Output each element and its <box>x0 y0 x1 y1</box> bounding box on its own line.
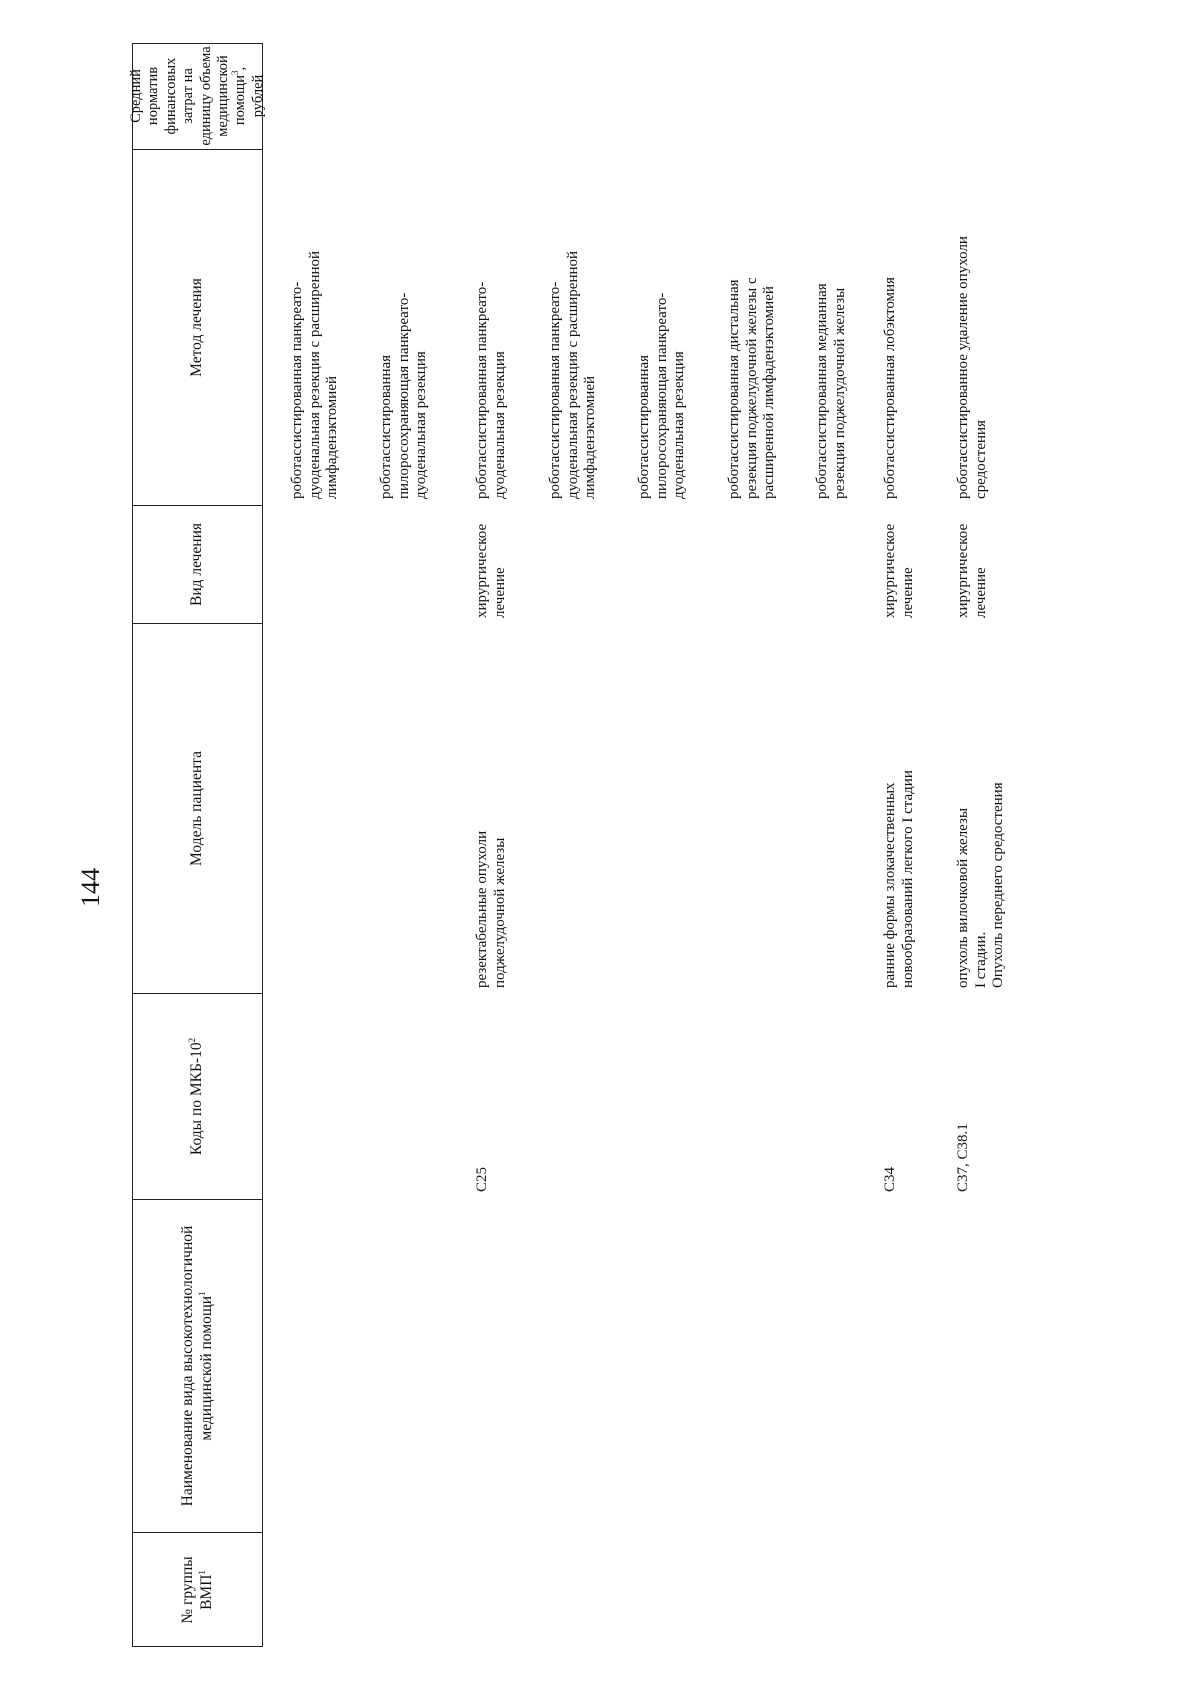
header-cost: Средний норматив финансовых затрат на единицу объема медицинской помощи$^3$, рублей <box>127 46 266 146</box>
method-cell: роботассистированная пилоросохраняющая панкреато- дуоденальная резекция <box>378 292 430 499</box>
model-cell: резектабельные опухоли поджелудочной железы <box>474 830 508 988</box>
header-treatment-type: Вид лечения <box>132 505 263 623</box>
method-cell: роботассистированное удаление опухоли средостения <box>955 236 989 499</box>
code-cell: C34 <box>882 1166 898 1192</box>
header-group-no: № группы ВМП$^1$ <box>132 1532 263 1647</box>
header-model: Модель пациента <box>132 623 263 993</box>
type-cell: хирургическое лечение <box>474 523 508 618</box>
code-cell: C37, C38.1 <box>955 1123 971 1192</box>
method-cell: роботассистированная лобэктомия <box>882 277 898 499</box>
type-cell: хирургическое лечение <box>882 523 916 618</box>
header-name: Наименование вида высокотехнологичной медицинской помощи$^1$ <box>132 1199 263 1532</box>
method-cell: роботассистированная панкреато- дуоденальная резекция с расширенной лимфаденэктомией <box>547 250 599 499</box>
method-cell: роботассистированная панкреато- дуоденальная резекция с расширенной лимфаденэктомией <box>289 250 341 499</box>
code-cell: C25 <box>474 1166 490 1192</box>
method-cell: роботассистированная медианная резекция поджелудочной железы <box>814 283 848 499</box>
method-cell: роботассистированная дистальная резекция поджелудочной железы с расширенной лимфаденэктомией <box>726 277 778 499</box>
header-method: Метод лечения <box>132 149 263 505</box>
type-cell: хирургическое лечение <box>955 523 989 618</box>
method-cell: роботассистированная панкреато- дуоденальная резекция <box>474 281 508 499</box>
page-number: 144 <box>76 868 105 907</box>
method-cell: роботассистированная пилоросохраняющая панкреато- дуоденальная резекция <box>636 292 688 499</box>
model-cell: ранние формы злокачественных новообразований легкого I стадии <box>882 770 916 988</box>
header-codes: Коды по МКБ-$10^2$ <box>132 993 263 1199</box>
model-cell: опухоль вилочковой железы I стадии. Опухоль переднего средостения <box>955 782 1007 988</box>
